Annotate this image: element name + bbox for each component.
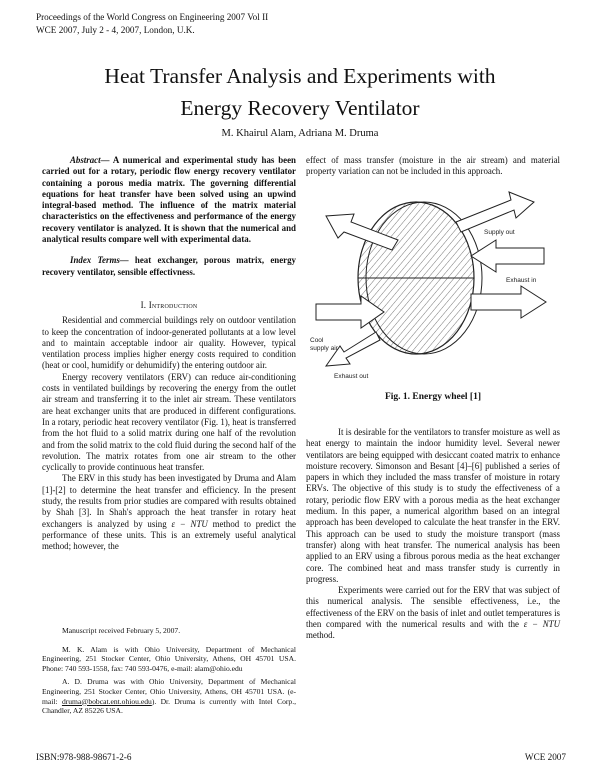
label-supply-in: Cool supply air <box>310 337 338 352</box>
para3-text-a: The ERV in this study has been investigated by Druma and Alam [1]-[2] to determine the heat transfer and efficiency. In the present study, the results from prior studies are compared with results obtained by Shah [3]. In Shah's approach the heat transfer in rotary heat exchangers is analyzed by using <box>42 473 296 529</box>
index-terms-text: heat exchanger, porous matrix, energy recovery ventilator, sensible effectivness. <box>42 255 296 277</box>
intro-paragraph-1: Residential and commercial buildings rely on outdoor ventilation to keep the concentration of indoor-generated pollutants at a low level and to maintain acceptable indoor air quality. However, typical ventilation process implies higher energy costs required to condition (heat or cool, humidify or dehumidify) the entering outdoor air. <box>42 315 296 371</box>
label-exhaust-in: Exhaust in <box>506 277 537 284</box>
footer-isbn: ISBN:978-988-98671-2-6 <box>36 752 132 762</box>
right-top-paragraph: effect of mass transfer (moisture in the air stream) and material property variation can not be included in this approach. <box>306 155 560 177</box>
figure-caption: Fig. 1. Energy wheel [1] <box>384 392 482 402</box>
footnote-druma <box>42 677 296 715</box>
footnote-alam: M. K. Alam is with Ohio University, Department of Mechanical Engineering, 251 Stocker Center, Ohio University, Athens, OH 45701 USA. Phone: 740 593-1558, fax: 740 593-0476, e-mail: alam@ohio.edu <box>42 644 296 673</box>
label-exhaust-out: Exhaust out <box>334 373 369 380</box>
running-header <box>36 11 268 36</box>
para3-text-b: method to predict the performance of these units. This is an extremely useful analytical method; however, the <box>42 518 296 552</box>
email-prefix: (e-mail: <box>42 686 296 706</box>
supply-arrow <box>471 286 546 318</box>
supply-out-arrow <box>456 192 534 232</box>
footnote-druma-suffix: ). Dr. Druma is currently with Intel Corp., Chandler, AZ 85226 USA. <box>42 696 296 716</box>
label-supply-out: Supply out <box>484 229 515 236</box>
authors: M. Khairul Alam, Adriana M. Druma <box>221 128 379 139</box>
index-terms-label: Index Terms— <box>70 255 129 266</box>
abstract-text: A numerical and experimental study has been carried out for a rotary, periodic flow energy recovery ventilator containing a porous media matrix. The governing differential equations for heat transfer have been solved using an upwind integral-based method. The influence of the matrix material characteristics on the effectiveness and performance of the energy recovery ventilator is analyzed. It is shown that the numerical and analytical results compare well with experimental data. <box>42 155 296 245</box>
section-title: Introduction <box>148 299 198 310</box>
header-line-1: Proceedings of the World Congress on Engineering 2007 Vol II <box>36 12 269 22</box>
right-bottom-text <box>306 427 560 642</box>
eps-ntu-symbol-2: ε − NTU <box>523 619 560 630</box>
intro-paragraph-2: Energy recovery ventilators (ERV) can reduce air-conditioning costs in ventilated buildings by recovering the energy from the outlet air stream and transferring it to the inlet air stream. These ventilators are heat exchanger units that are produced in different configurations. In a rotary, periodic heat recovery ventilator (Fig. 1), heat is transferred from the hot fluid to a solid matrix during one half of the revolution and from the solid matrix to the cold fluid during the second half of the revolution. The matrix rotates from one air stream to the other cyclically to provide continuous heat transfer. <box>42 371 296 473</box>
paper-title <box>0 60 600 124</box>
index-terms <box>42 255 296 278</box>
eps-ntu-symbol: ε − NTU <box>171 518 208 529</box>
energy-wheel-drawing <box>306 182 560 382</box>
rp2-text-a: Experiments were carried out for the ERV that was subject of this numerical analysis. The sensible effectiveness, i.e., the effectiveness of the ERV on the basis of inlet and outlet temperatures is then compared with the numerical results and with the <box>306 585 560 630</box>
title-line-1: Heat Transfer Analysis and Experiments with <box>104 64 496 88</box>
druma-email-link[interactable]: druma@bobcat.ent.ohiou.edu <box>61 696 152 706</box>
right-paragraph-1: It is desirable for the ventilators to transfer moisture as well as heat energy to maintain the indoor humidity level. Several newer ventilators are being equipped with desiccant coated matrix to enhance moisture recovery. Simonson and Besant [4]–[6] published a series of papers in which they included the mass transfer of moisture in rotary ERVs. The objective of this study is to study the effectiveness of a rotary, periodic flow ERV with a porous media as the heat exchanger medium. In this paper, a numerical algorithm based on an integral approach has been developed to calculate the heat transfer in the ERV. This approach can be used to study the moisture transport (mass transfer) along with heat transfer. The numerical analysis has been applied to an ERV using a fibrous porous media as the heat exchanger core. The combined heat and mass transfer study is currently in progress. <box>306 427 560 584</box>
footnotes <box>42 626 296 716</box>
intro-paragraph-3 <box>42 473 296 552</box>
footnote-druma-text: A. D. Druma was with Ohio University, Department of Mechanical Engineering, 251 Stocker Center, Ohio University, Athens, OH 45701 USA. <box>42 677 296 696</box>
footnote-received: Manuscript received February 5, 2007. <box>62 626 181 635</box>
left-column <box>42 155 296 553</box>
right-top-text <box>306 155 560 178</box>
section-number: I. <box>140 299 147 310</box>
rp2-text-b: method. <box>306 630 335 641</box>
title-line-2: Energy Recovery Ventilator <box>180 96 420 120</box>
footer-conference: WCE 2007 <box>524 752 566 762</box>
energy-wheel-figure <box>306 182 560 382</box>
header-line-2: WCE 2007, July 2 - 4, 2007, London, U.K. <box>36 24 195 35</box>
abstract <box>42 155 296 245</box>
right-paragraph-2 <box>306 585 560 641</box>
section-heading <box>42 300 296 311</box>
abstract-label: Abstract— <box>70 155 110 165</box>
